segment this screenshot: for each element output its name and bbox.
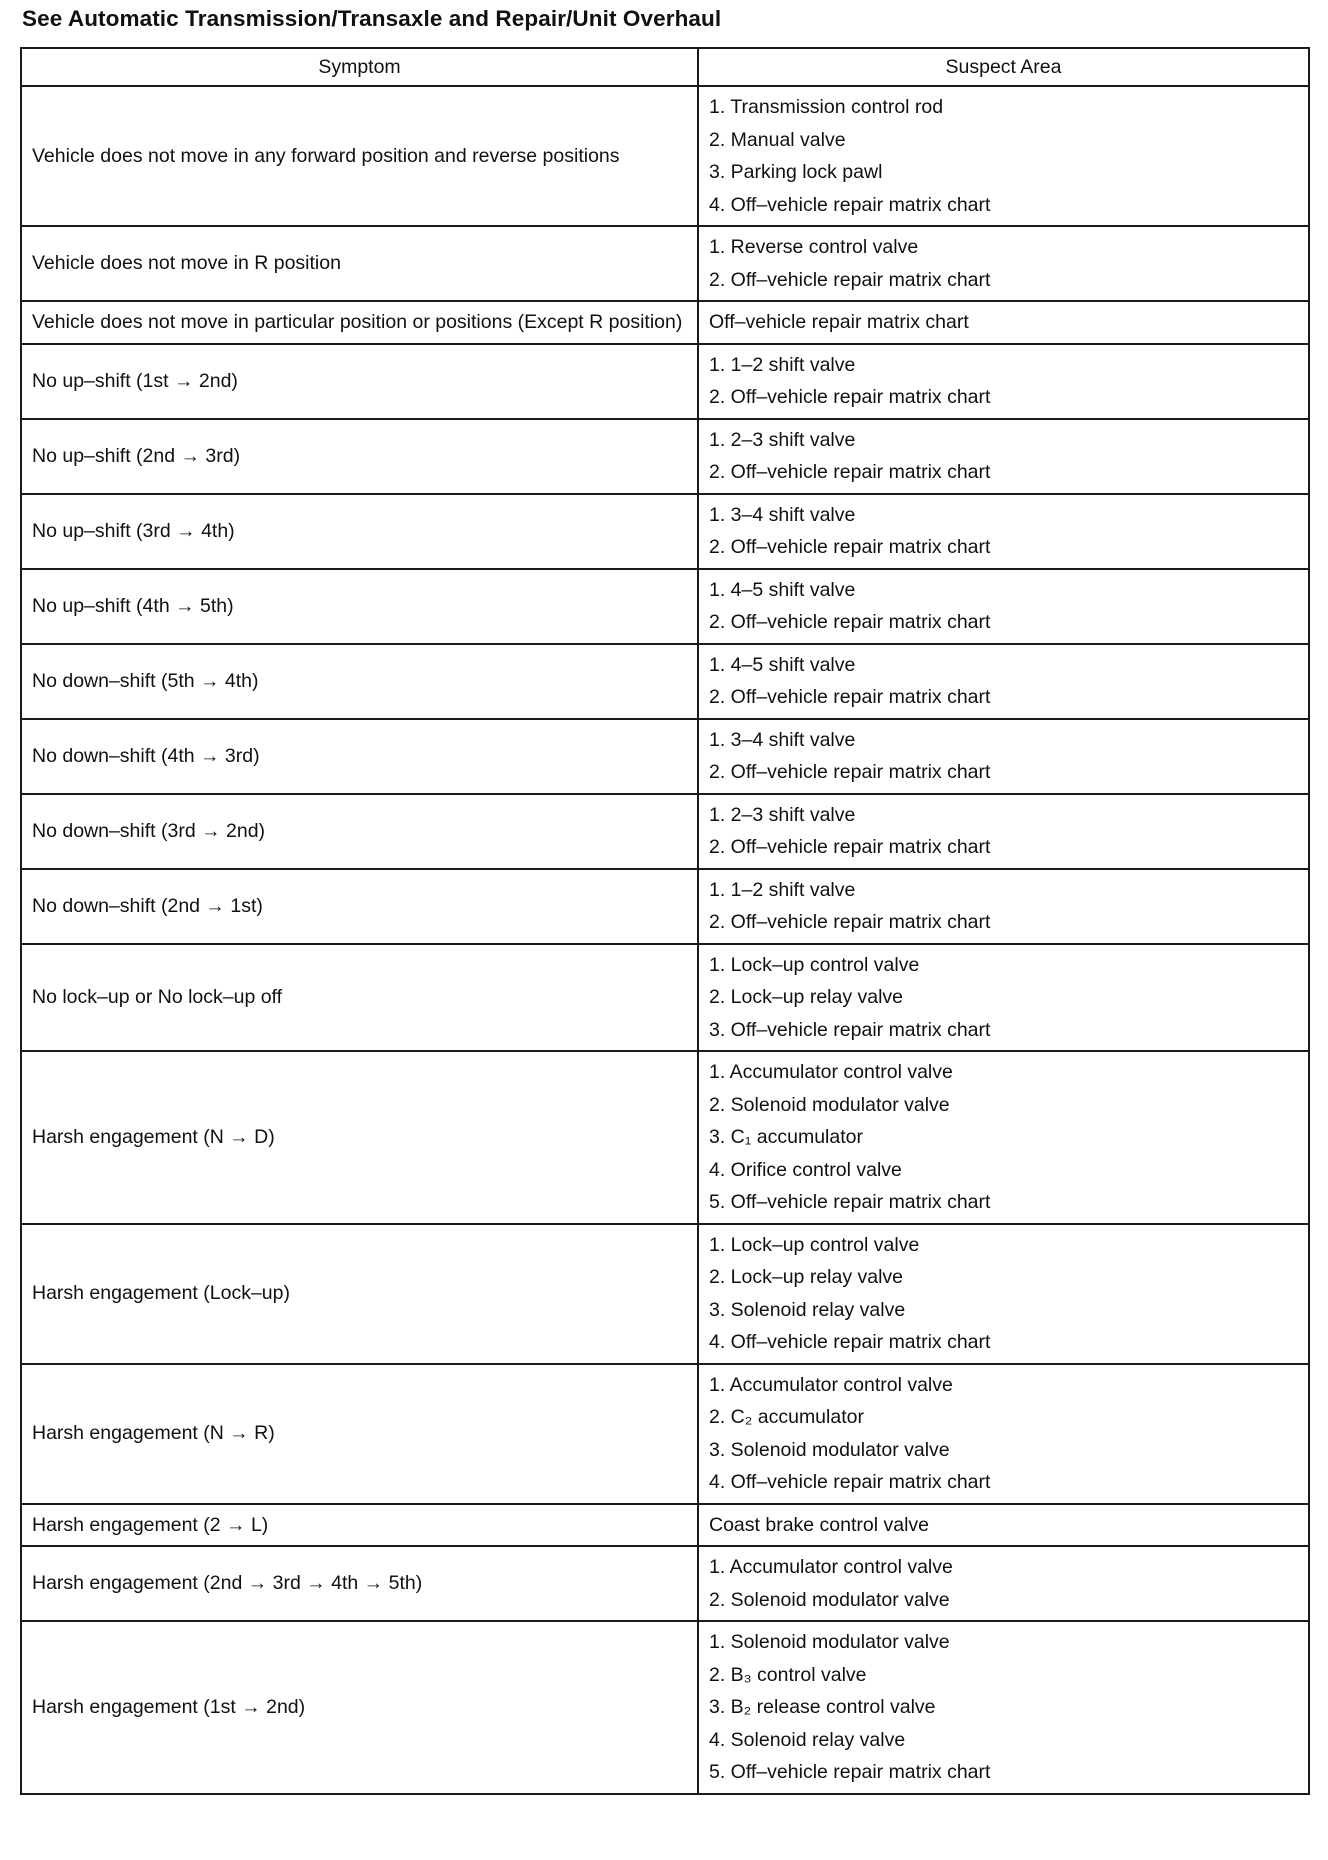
suspect-area-cell	[698, 869, 1309, 944]
symptom-text: No lock–up or No lock–up off	[32, 986, 283, 1008]
suspect-area-cell	[698, 226, 1309, 301]
suspect-area-item: 3. Off–vehicle repair matrix chart	[709, 1018, 991, 1041]
symptom-text: Vehicle does not move in any forward position and reverse positions	[32, 144, 620, 167]
troubleshooting-table	[20, 47, 1310, 1795]
suspect-area-item: 4. Solenoid relay valve	[709, 1728, 906, 1751]
suspect-area-item: 2. Off–vehicle repair matrix chart	[709, 386, 991, 408]
symptom-text: Harsh engagement (2nd → 3rd → 4th → 5th)	[32, 1572, 423, 1595]
suspect-area-cell	[698, 644, 1309, 719]
table-row	[21, 1504, 1309, 1547]
suspect-area-item: 1. Transmission control rod	[709, 96, 944, 118]
suspect-area-cell	[698, 944, 1309, 1052]
symptom-text: Vehicle does not move in R position	[32, 252, 341, 275]
table-row	[21, 1364, 1309, 1504]
suspect-area-item: 4. Orifice control valve	[709, 1158, 902, 1181]
suspect-area-cell	[698, 494, 1309, 569]
suspect-area-item: 2. Lock–up relay valve	[709, 1266, 904, 1288]
symptom-text: Harsh engagement (1st → 2nd)	[32, 1696, 306, 1718]
table-row	[21, 944, 1309, 1052]
symptom-cell	[21, 1051, 698, 1224]
symptom-cell	[21, 1504, 698, 1547]
suspect-area-item: 2. Manual valve	[709, 128, 846, 151]
table-row	[21, 1224, 1309, 1364]
symptom-cell	[21, 494, 698, 569]
suspect-area-item: 3. B₂ release control valve	[709, 1696, 936, 1718]
symptom-cell	[21, 1364, 698, 1504]
suspect-area-cell	[698, 1051, 1309, 1224]
table-row	[21, 1051, 1309, 1224]
symptom-text: No down–shift (2nd → 1st)	[32, 894, 263, 917]
suspect-area-item: 2. Off–vehicle repair matrix chart	[709, 536, 991, 558]
symptom-cell	[21, 86, 698, 226]
symptom-text: Harsh engagement (2 → L)	[32, 1513, 269, 1536]
table-row	[21, 494, 1309, 569]
suspect-area-cell	[698, 719, 1309, 794]
symptom-text: No up–shift (3rd → 4th)	[32, 519, 235, 542]
suspect-area-cell	[698, 419, 1309, 494]
suspect-area-cell	[698, 1224, 1309, 1364]
suspect-area-item: Off–vehicle repair matrix chart	[709, 311, 969, 333]
suspect-area-item: 2. Solenoid modulator valve	[709, 1588, 950, 1611]
symptom-text: No down–shift (4th → 3rd)	[32, 744, 260, 767]
table-row	[21, 569, 1309, 644]
symptom-cell	[21, 419, 698, 494]
symptom-cell	[21, 794, 698, 869]
symptom-cell	[21, 869, 698, 944]
suspect-area-item: 1. Accumulator control valve	[709, 1061, 953, 1083]
suspect-area-item: 4. Off–vehicle repair matrix chart	[709, 1471, 991, 1493]
table-row	[21, 1546, 1309, 1621]
suspect-area-cell	[698, 86, 1309, 226]
suspect-area-item: 2. B₃ control valve	[709, 1663, 867, 1686]
suspect-area-item: 2. Lock–up relay valve	[709, 986, 904, 1008]
suspect-area-cell	[698, 1546, 1309, 1621]
symptom-text: No down–shift (5th → 4th)	[32, 669, 259, 692]
suspect-area-item: 4. Off–vehicle repair matrix chart	[709, 1331, 991, 1353]
symptom-cell	[21, 1621, 698, 1794]
suspect-area-item: 1. 4–5 shift valve	[709, 578, 856, 601]
suspect-area-item: 1. 1–2 shift valve	[709, 353, 856, 376]
symptom-cell	[21, 719, 698, 794]
suspect-area-item: 1. Reverse control valve	[709, 236, 919, 258]
symptom-text: Harsh engagement (Lock–up)	[32, 1282, 290, 1305]
symptom-cell	[21, 226, 698, 301]
page-title: See Automatic Transmission/Transaxle and Repair/Unit Overhaul	[22, 6, 722, 31]
table-row	[21, 86, 1309, 226]
symptom-text: No up–shift (4th → 5th)	[32, 594, 234, 617]
header-suspect-area: Suspect Area	[698, 48, 1309, 86]
table-row	[21, 869, 1309, 944]
symptom-text: Harsh engagement (N → D)	[32, 1126, 275, 1148]
suspect-area-item: 1. Lock–up control valve	[709, 1233, 920, 1256]
table-row	[21, 419, 1309, 494]
table-row	[21, 301, 1309, 344]
suspect-area-item: 2. Off–vehicle repair matrix chart	[709, 686, 991, 708]
symptom-text: No down–shift (3rd → 2nd)	[32, 819, 266, 842]
symptom-cell	[21, 301, 698, 344]
suspect-area-item: 2. Off–vehicle repair matrix chart	[709, 761, 991, 783]
suspect-area-cell	[698, 569, 1309, 644]
suspect-area-cell	[698, 1364, 1309, 1504]
table-row	[21, 226, 1309, 301]
suspect-area-item: 1. Lock–up control valve	[709, 953, 920, 976]
suspect-area-cell	[698, 1504, 1309, 1547]
table-row	[21, 794, 1309, 869]
suspect-area-cell	[698, 1621, 1309, 1794]
suspect-area-item: 1. 2–3 shift valve	[709, 428, 856, 451]
suspect-area-item: 3. Solenoid modulator valve	[709, 1438, 950, 1461]
symptom-cell	[21, 569, 698, 644]
symptom-text: Vehicle does not move in particular position or positions (Except R position)	[32, 311, 683, 333]
symptom-text: No up–shift (2nd → 3rd)	[32, 444, 241, 467]
suspect-area-item: 4. Off–vehicle repair matrix chart	[709, 193, 991, 216]
table-row	[21, 1621, 1309, 1794]
suspect-area-item: 1. Solenoid modulator valve	[709, 1631, 950, 1653]
suspect-area-item: 1. Accumulator control valve	[709, 1556, 953, 1578]
table-row	[21, 719, 1309, 794]
suspect-area-item: 1. 4–5 shift valve	[709, 653, 856, 676]
suspect-area-item: 2. Off–vehicle repair matrix chart	[709, 461, 991, 483]
suspect-area-item: 2. Off–vehicle repair matrix chart	[709, 836, 991, 858]
suspect-area-cell	[698, 794, 1309, 869]
suspect-area-item: 1. Accumulator control valve	[709, 1373, 953, 1396]
suspect-area-item: 5. Off–vehicle repair matrix chart	[709, 1761, 991, 1783]
symptom-cell	[21, 644, 698, 719]
table-row	[21, 644, 1309, 719]
symptom-cell	[21, 344, 698, 419]
table-row	[21, 344, 1309, 419]
header-symptom: Symptom	[21, 48, 698, 86]
symptom-text: No up–shift (1st → 2nd)	[32, 369, 238, 392]
suspect-area-cell	[698, 344, 1309, 419]
suspect-area-item: Coast brake control valve	[709, 1513, 930, 1536]
suspect-area-item: 2. C₂ accumulator	[709, 1406, 864, 1428]
suspect-area-item: 1. 3–4 shift valve	[709, 728, 856, 751]
suspect-area-item: 2. Off–vehicle repair matrix chart	[709, 911, 991, 933]
suspect-area-item: 3. C₁ accumulator	[709, 1126, 863, 1148]
suspect-area-item: 2. Off–vehicle repair matrix chart	[709, 268, 991, 291]
suspect-area-item: 2. Solenoid modulator valve	[709, 1093, 950, 1116]
suspect-area-item: 3. Solenoid relay valve	[709, 1298, 906, 1321]
suspect-area-item: 1. 3–4 shift valve	[709, 503, 856, 526]
symptom-cell	[21, 1224, 698, 1364]
suspect-area-item: 5. Off–vehicle repair matrix chart	[709, 1191, 991, 1213]
table-header-row	[21, 48, 1309, 86]
suspect-area-item: 1. 2–3 shift valve	[709, 803, 856, 826]
suspect-area-item: 3. Parking lock pawl	[709, 161, 883, 183]
suspect-area-item: 1. 1–2 shift valve	[709, 878, 856, 901]
symptom-text: Harsh engagement (N → R)	[32, 1422, 275, 1445]
suspect-area-item: 2. Off–vehicle repair matrix chart	[709, 611, 991, 633]
symptom-cell	[21, 944, 698, 1052]
suspect-area-cell	[698, 301, 1309, 344]
symptom-cell	[21, 1546, 698, 1621]
